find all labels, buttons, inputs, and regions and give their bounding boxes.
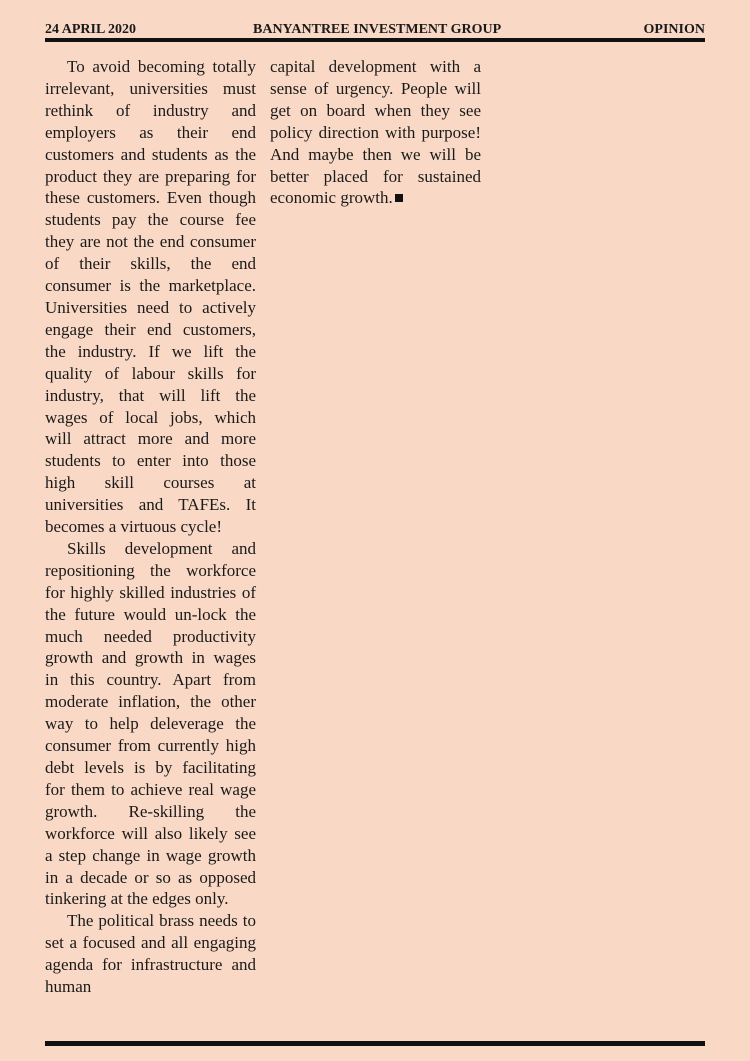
end-of-article-mark	[395, 194, 403, 202]
paragraph-text: capital development with a sense of urgency. People will get on board when they see policy direction with purpose! And maybe then we will be better placed for sustained economic growth.	[270, 57, 481, 208]
paragraph: Skills development and repositioning the workforce for highly skilled industries of the future would un-lock the much needed productivity growth and growth in wages in this country. Apart from moderate inflation, the other way to help deleverage the consumer from currently high debt levels is by facilitating for them to achieve real wage growth. Re-skilling the workforce will also likely see a step change in wage growth in a decade or so as opposed tinkering at the edges only.	[45, 538, 256, 909]
header-rule	[45, 38, 705, 42]
paragraph: The political brass needs to set a focused and all engaging agenda for infrastructure and human	[45, 911, 256, 997]
paragraph-end	[270, 56, 481, 209]
issue-date: 24 APRIL 2020	[45, 22, 137, 37]
publication-name: BANYANTREE INVESTMENT GROUP	[253, 22, 502, 37]
section-label: OPINION	[643, 22, 705, 37]
article-column-2	[270, 56, 481, 209]
article-column-1	[45, 56, 256, 998]
page-header	[45, 21, 705, 39]
footer-rule	[45, 1041, 705, 1046]
paragraph: To avoid becoming totally irrelevant, universities must rethink of industry and employers as their end customers and students as the product they are preparing for these customers. Even though students pay the course fee they are not the end consumer of their skills, the end consumer is the marketplace. Universities need to actively engage their end customers, the industry. If we lift the quality of labour skills for industry, that will lift the wages of local jobs, which will attract more and more students to enter into those high skill courses at universities and TAFEs. It becomes a virtuous cycle!	[45, 57, 256, 537]
